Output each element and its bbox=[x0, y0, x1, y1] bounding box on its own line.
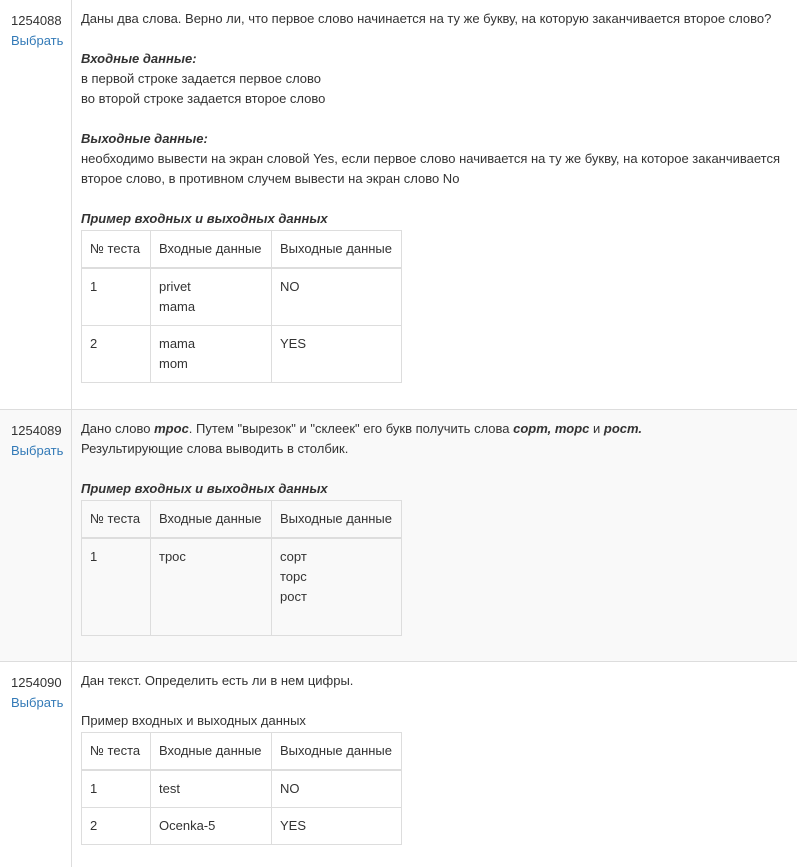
input-value: трос bbox=[159, 549, 186, 564]
test-num-cell: 1 bbox=[82, 268, 151, 326]
table-header-row bbox=[82, 501, 402, 539]
input-cell bbox=[151, 326, 272, 383]
table-row bbox=[82, 808, 402, 845]
problem-row bbox=[0, 0, 797, 410]
problem-statement-line: Результирующие слова выводить в столбик. bbox=[81, 441, 349, 456]
select-link[interactable]: Выбрать bbox=[11, 443, 64, 458]
input-cell bbox=[151, 538, 272, 635]
output-cell bbox=[272, 268, 402, 326]
table-header-row bbox=[82, 733, 402, 771]
problem-statement: Даны два слова. Верно ли, что первое слово начинается на ту же букву, на которую заканчивается второе слово? bbox=[81, 11, 772, 26]
test-num-cell: 1 bbox=[82, 538, 151, 635]
problem-row bbox=[0, 662, 797, 867]
output-cell bbox=[272, 326, 402, 383]
col-header-output: Выходные данные bbox=[272, 231, 402, 269]
input-heading: Входные данные: bbox=[81, 51, 197, 66]
output-value: торс bbox=[280, 569, 307, 584]
output-cell bbox=[272, 538, 402, 635]
col-header-input: Входные данные bbox=[151, 733, 272, 771]
problem-id-cell bbox=[0, 662, 72, 867]
select-link[interactable]: Выбрать bbox=[11, 33, 64, 48]
problem-row bbox=[0, 410, 797, 662]
table-row bbox=[82, 326, 402, 383]
output-cell: YES bbox=[272, 808, 402, 845]
col-header-test-num: № теста bbox=[82, 733, 151, 771]
problem-id: 1254090 bbox=[11, 675, 62, 690]
example-heading: Пример входных и выходных данных bbox=[81, 211, 328, 226]
col-header-test-num: № теста bbox=[82, 501, 151, 539]
test-num-cell: 1 bbox=[82, 770, 151, 808]
col-header-input: Входные данные bbox=[151, 501, 272, 539]
problem-content bbox=[72, 662, 402, 867]
output-cell: NO bbox=[272, 770, 402, 808]
col-header-output: Выходные данные bbox=[272, 733, 402, 771]
table-header-row bbox=[82, 231, 402, 269]
problem-content bbox=[72, 410, 642, 661]
input-cell: test bbox=[151, 770, 272, 808]
test-num-cell: 2 bbox=[82, 326, 151, 383]
col-header-test-num: № теста bbox=[82, 231, 151, 269]
output-value: рост bbox=[280, 589, 307, 604]
statement-text: . Путем "вырезок" и "склеек" его букв получить слова bbox=[188, 421, 514, 436]
output-heading: Выходные данные: bbox=[81, 131, 208, 146]
output-value: NO bbox=[280, 279, 300, 294]
input-value: mama bbox=[159, 336, 196, 351]
table-row bbox=[82, 268, 402, 326]
example-heading: Пример входных и выходных данных bbox=[81, 481, 328, 496]
problem-statement bbox=[81, 419, 642, 439]
input-value: mama bbox=[159, 299, 196, 314]
statement-emphasis: рост. bbox=[603, 421, 642, 436]
problem-content bbox=[72, 0, 786, 409]
input-value: mom bbox=[159, 356, 188, 371]
problem-id-cell bbox=[0, 0, 72, 409]
statement-text: Дано слово bbox=[81, 421, 155, 436]
input-value: privet bbox=[159, 279, 191, 294]
select-link[interactable]: Выбрать bbox=[11, 695, 64, 710]
col-header-input: Входные данные bbox=[151, 231, 272, 269]
input-cell bbox=[151, 268, 272, 326]
statement-text: и bbox=[589, 421, 604, 436]
example-table bbox=[81, 230, 402, 383]
output-value: YES bbox=[280, 336, 307, 351]
example-table bbox=[81, 500, 402, 636]
problem-id: 1254089 bbox=[11, 423, 62, 438]
statement-emphasis: трос bbox=[154, 421, 189, 436]
statement-emphasis: сорт, торс bbox=[513, 421, 590, 436]
problem-id: 1254088 bbox=[11, 13, 62, 28]
problem-statement: Дан текст. Определить есть ли в нем цифры. bbox=[81, 673, 354, 688]
problem-id-cell bbox=[0, 410, 72, 661]
input-line: во второй строке задается второе слово bbox=[81, 91, 326, 106]
table-row bbox=[82, 538, 402, 635]
table-row bbox=[82, 770, 402, 808]
col-header-output: Выходные данные bbox=[272, 501, 402, 539]
output-description: необходимо вывести на экран словой Yes, если первое слово начивается на ту же букву, на которое заканчивается второе слово, в противном случем вывести на экран слово No bbox=[81, 151, 781, 186]
output-value: сорт bbox=[280, 549, 307, 564]
input-cell: Ocenka-5 bbox=[151, 808, 272, 845]
example-table bbox=[81, 732, 402, 845]
test-num-cell: 2 bbox=[82, 808, 151, 845]
example-heading: Пример входных и выходных данных bbox=[81, 713, 306, 728]
input-line: в первой строке задается первое слово bbox=[81, 71, 322, 86]
